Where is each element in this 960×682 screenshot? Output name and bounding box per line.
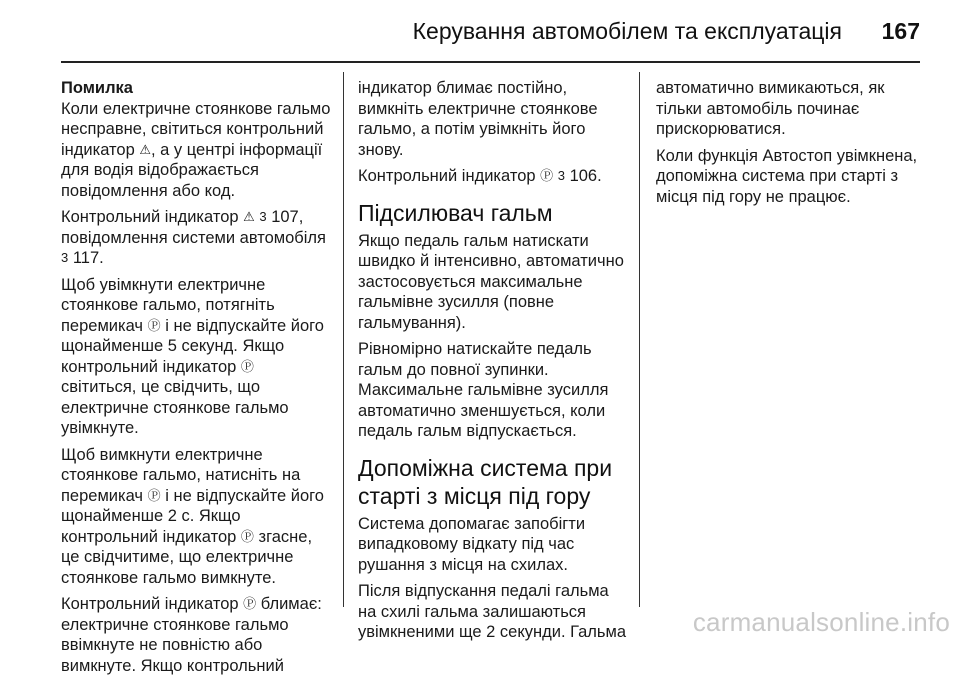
paragraph: Коли функція Автостоп увімкнена, допоміжна система при старті з місця під гору не працює. — [656, 146, 918, 206]
paragraph: Щоб вимкнути електричне стоянкове гальмо, натисніть на перемикач Ⓟ і не відпускайте його щонайменше 2 с. Якщо контрольний індикатор Ⓟ згасне, це свідчитиме, що електричне стоянкове гальмо вимкнуте. — [61, 445, 324, 587]
parking-brake-indicator-icon: Ⓟ — [540, 168, 554, 183]
watermark: carmanualsonline.info — [692, 607, 950, 637]
column-divider-1 — [343, 72, 344, 607]
page-header — [0, 0, 960, 62]
page-reference-arrow-icon: 3 — [61, 250, 69, 265]
paragraph: Контрольний індикатор Ⓟ блимає: електричне стоянкове гальмо ввімкнуте не повністю або вимкнуте. Якщо контрольний — [61, 595, 322, 675]
page-reference-arrow-icon: 3 — [259, 209, 267, 224]
parking-brake-indicator-icon: Ⓟ — [240, 528, 254, 544]
parking-brake-indicator-icon: Ⓟ — [243, 596, 257, 611]
brake-fault-warning-icon: ⚠ — [243, 209, 255, 224]
column-1 — [61, 78, 331, 682]
paragraph: Рівномірно натискайте педаль гальм до повної зупинки. Максимальне гальмівне зусилля автоматично зменшується, коли педаль гальм відпускається. — [358, 340, 609, 440]
header-divider — [61, 61, 920, 63]
paragraph: Якщо педаль гальм натискати швидко й інтенсивно, автоматично застосовується максимальне гальмівне зусилля (повне гальмування). — [358, 231, 624, 332]
brake-fault-warning-icon: ⚠ — [139, 141, 151, 157]
section-heading-hill-start-assist: Допоміжна система при старті з місця під гору — [358, 454, 613, 509]
page-title: Керування автомобілем та експлуатація — [412, 18, 842, 44]
parking-brake-indicator-icon: Ⓟ — [240, 358, 254, 374]
parking-brake-switch-icon: Ⓟ — [147, 487, 161, 503]
paragraph: Контрольний індикатор Ⓟ 3 106. — [358, 167, 602, 185]
column-divider-2 — [639, 72, 640, 607]
section-heading-brake-assist: Підсилювач гальм — [358, 199, 553, 226]
paragraph: Контрольний індикатор ⚠ 3 107, повідомлення системи автомобіля 3 117. — [61, 208, 326, 267]
paragraph: автоматично вимикаються, як тільки автомобіль починає прискорюватися. — [656, 79, 885, 138]
paragraph: індикатор блимає постійно, вимкніть електричне стоянкове гальмо, а потім увімкніть його знову. — [358, 79, 598, 159]
column-3 — [656, 78, 924, 213]
paragraph: Система допомагає запобігти випадковому відкату під час рушання з місця на схилах. — [358, 514, 586, 574]
paragraph: Щоб увімкнути електричне стоянкове гальмо, потягніть перемикач Ⓟ і не відпускайте його щонайменше 5 секунд. Якщо контрольний індикатор Ⓟ світиться, це свідчить, що електричне стоянкове гальмо увімкнуте. — [61, 275, 324, 437]
paragraph: Коли електричне стоянкове гальмо несправне, світиться контрольний індикатор ⚠, а у центрі інформації для водія відображається повідомлення або код. — [61, 99, 331, 200]
paragraph: Після відпускання педалі гальма на схилі гальма залишаються увімкненими ще 2 секунди. Гальма — [358, 582, 627, 641]
page-number: 167 — [881, 18, 920, 44]
column-2 — [358, 78, 630, 649]
section-heading-fault: Помилка — [61, 79, 133, 97]
page-reference-arrow-icon: 3 — [557, 168, 565, 183]
parking-brake-switch-icon: Ⓟ — [147, 317, 161, 333]
